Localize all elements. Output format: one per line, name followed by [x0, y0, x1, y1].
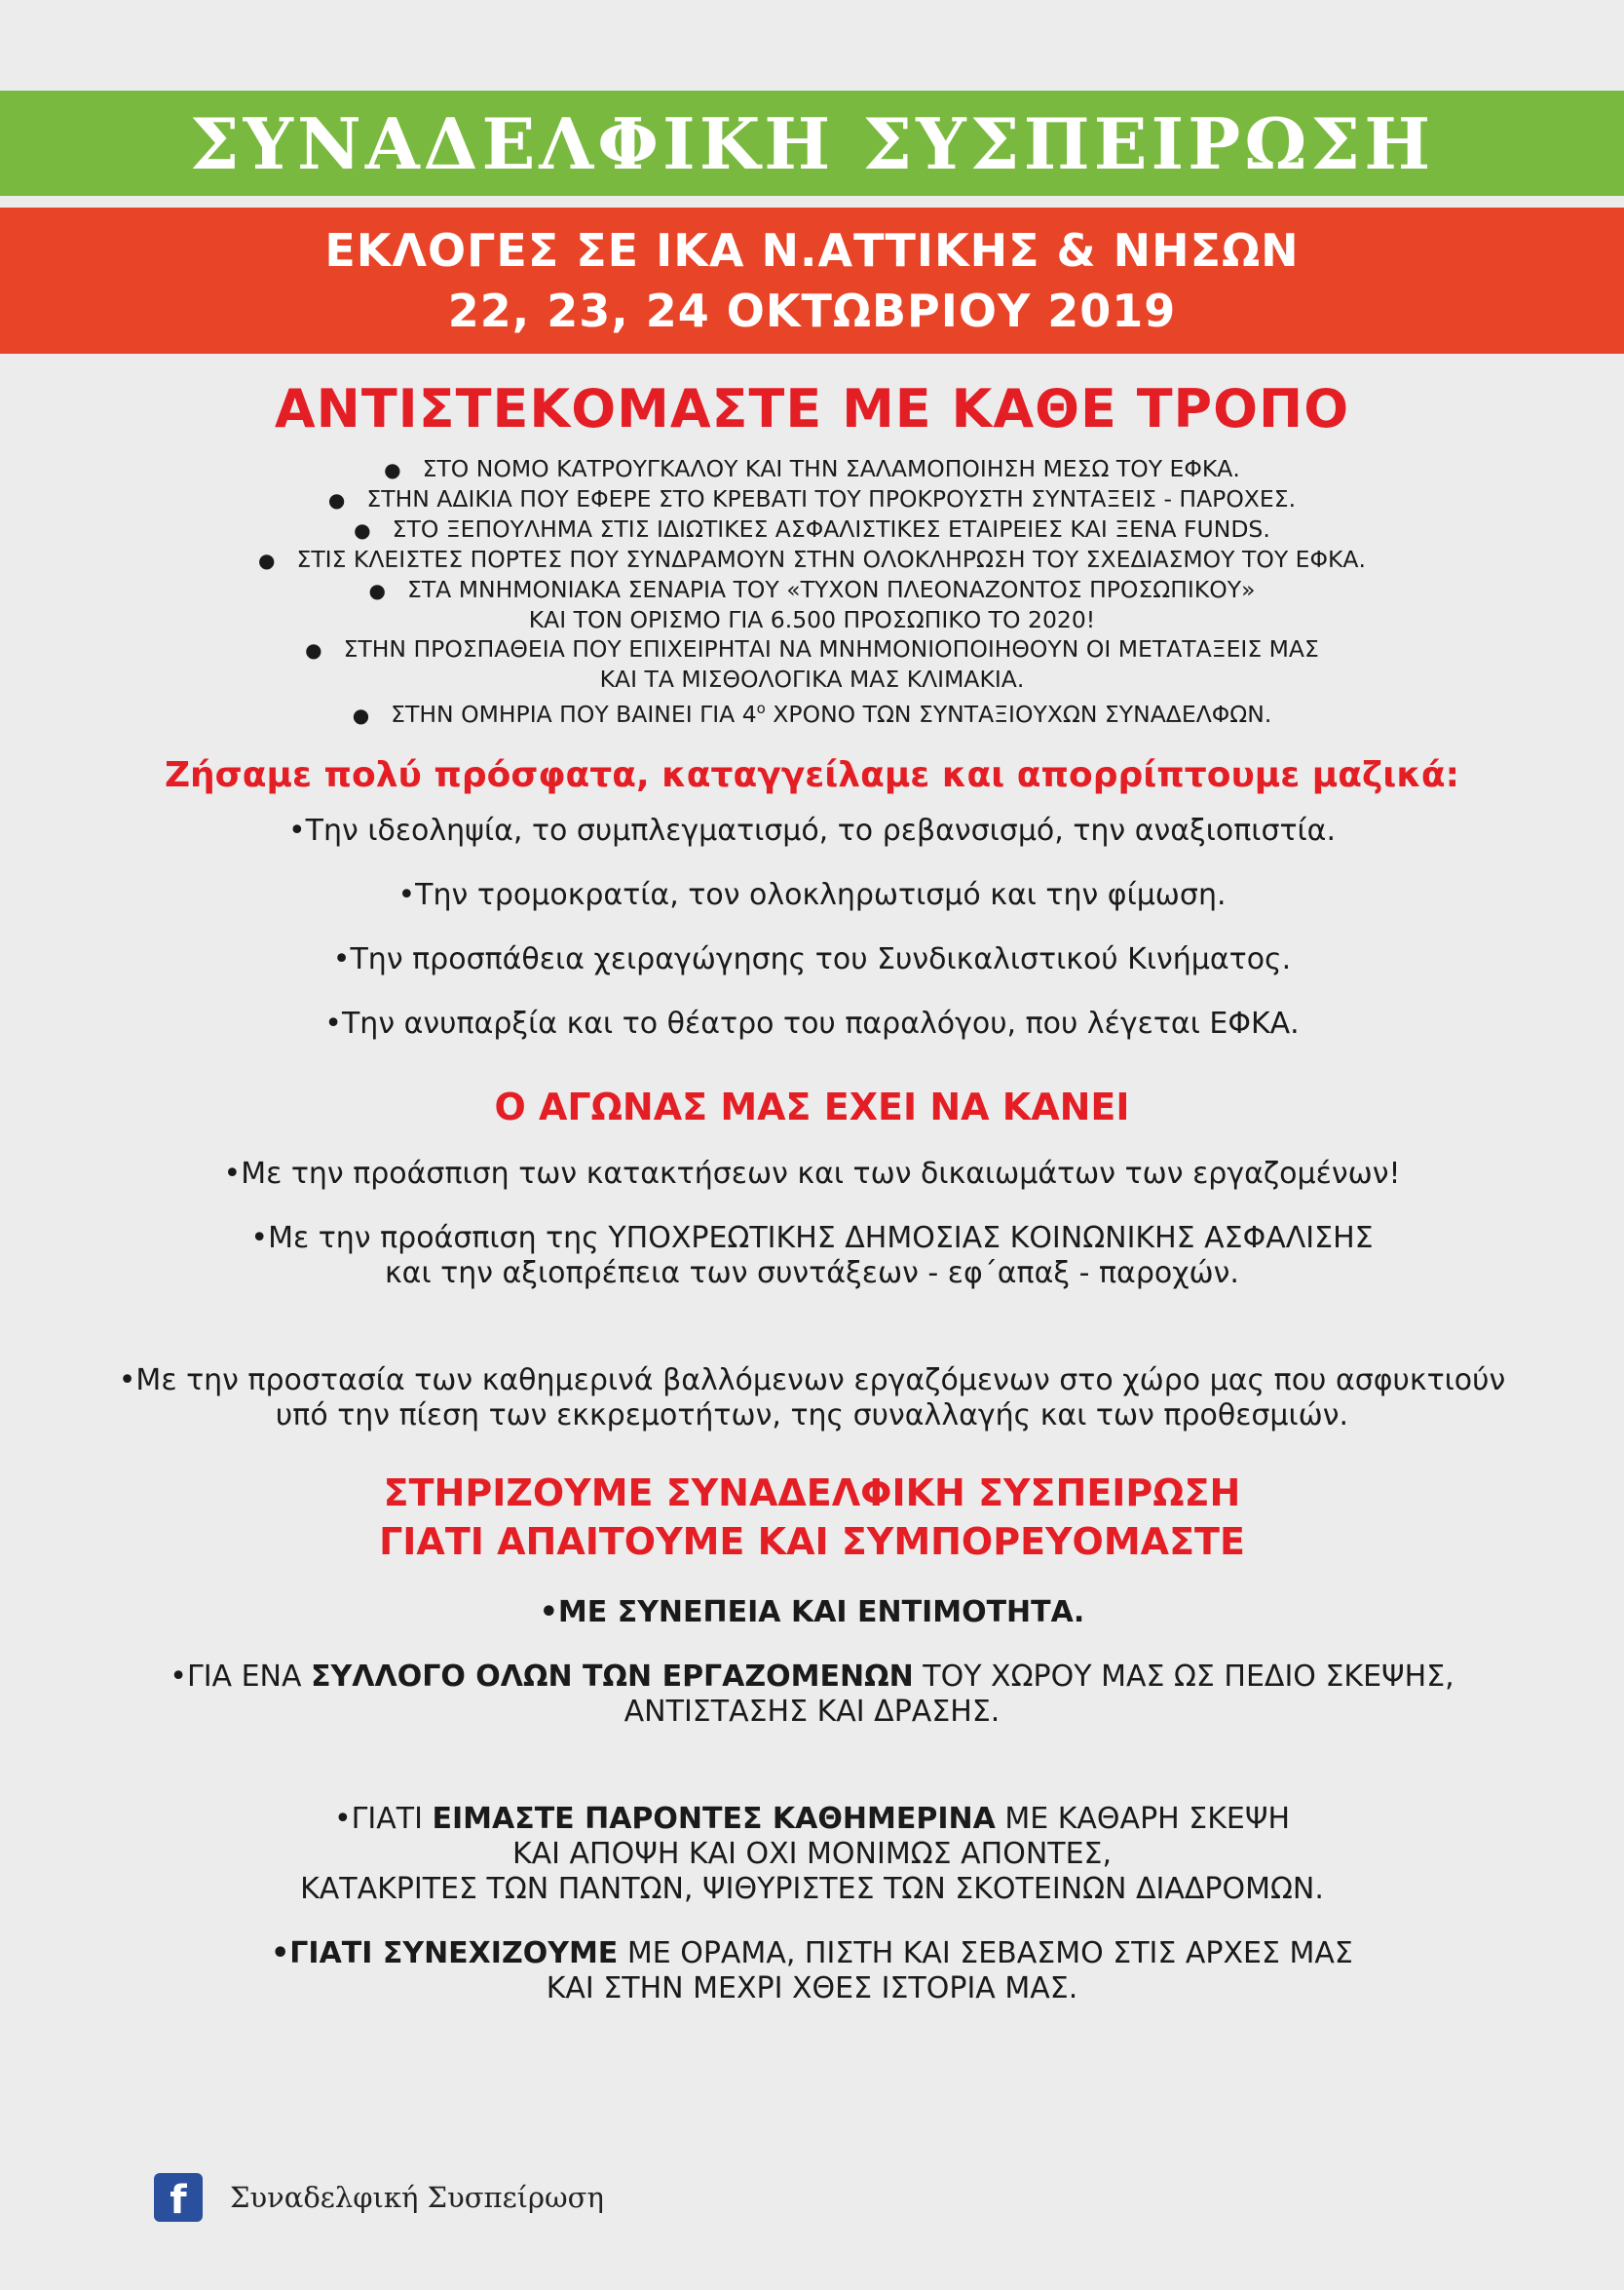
page-title: ΣΥΝΑΔΕΛΦΙΚΗ ΣΥΣΠΕΙΡΩΣΗ — [189, 101, 1435, 185]
list-item: ● ΣΤΟ ΝΟΜΟ ΚΑΤΡΟΥΓΚΑΛΟΥ ΚΑΙ ΤΗΝ ΣΑΛΑΜΟΠΟΙΗΣΗ ΜΕΣΩ ΤΟΥ ΕΦΚΑ. — [384, 455, 1240, 482]
support-item: •ΓΙΑ ΕΝΑ ΣΥΛΛΟΓΟ ΟΛΩΝ ΤΩΝ ΕΡΓΑΖΟΜΕΝΩΝ ΤΟΥ ΧΩΡΟΥ ΜΑΣ ΩΣ ΠΕΔΙΟ ΣΚΕΨΗΣ, ΑΝΤΙΣΤΑΣΗΣ ΚΑΙ ΔΡΑΣΗΣ. — [170, 1659, 1454, 1729]
struggle-item: •Με την προάσπιση της ΥΠΟΧΡΕΩΤΙΚΗΣ ΔΗΜΟΣΙΑΣ ΚΟΙΝΩΝΙΚΗΣ ΑΣΦΑΛΙΣΗΣ και την αξιοπρέπεια των συντάξεων - εφ΄απαξ - παροχών. — [250, 1220, 1374, 1290]
list-item: ● ΣΤΑ ΜΝΗΜΟΝΙΑΚΑ ΣΕΝΑΡΙΑ ΤΟΥ «ΤΥΧΟΝ ΠΛΕΟΝΑΖΟΝΤΟΣ ΠΡΟΣΩΠΙΚΟΥ» — [368, 576, 1256, 603]
support-item: •ΓΙΑΤΙ ΕΙΜΑΣΤΕ ΠΑΡΟΝΤΕΣ ΚΑΘΗΜΕΡΙΝΑ ΜΕ ΚΑΘΑΡΗ ΣΚΕΨΗ ΚΑΙ ΑΠΟΨΗ ΚΑΙ ΟΧΙ ΜΟΝΙΜΩΣ ΑΠΟΝΤΕΣ, ΚΑΤΑΚΡΙΤΕΣ ΤΩΝ ΠΑΝΤΩΝ, ΨΙΘΥΡΙΣΤΕΣ ΤΩΝ ΣΚΟΤΕΙΝΩΝ ΔΙΑΔΡΟΜΩΝ. — [300, 1801, 1324, 1906]
list-item: ● ΣΤΗΝ ΠΡΟΣΠΑΘΕΙΑ ΠΟΥ ΕΠΙΧΕΙΡΗΤΑΙ ΝΑ ΜΝΗΜΟΝΙΟΠΟΙΗΘΟΥΝ ΟΙ ΜΕΤΑΤΑΞΕΙΣ ΜΑΣ — [305, 635, 1319, 663]
support-item: •ΓΙΑΤΙ ΣΥΝΕΧΙΖΟΥΜΕ ΜΕ ΟΡΑΜΑ, ΠΙΣΤΗ ΚΑΙ ΣΕΒΑΣΜΟ ΣΤΙΣ ΑΡΧΕΣ ΜΑΣ ΚΑΙ ΣΤΗΝ ΜΕΧΡΙ ΧΘΕΣ ΙΣΤΟΡΙΑ ΜΑΣ. — [271, 1935, 1353, 2005]
list-item: ● ΣΤΗΝ ΑΔΙΚΙΑ ΠΟΥ ΕΦΕΡΕ ΣΤΟ ΚΡΕΒΑΤΙ ΤΟΥ ΠΡΟΚΡΟΥΣΤΗ ΣΥΝΤΑΞΕΙΣ - ΠΑΡΟΧΕΣ. — [327, 485, 1297, 513]
election-dates: 22, 23, 24 ΟΚΤΩΒΡΙΟΥ 2019 — [447, 285, 1177, 337]
facebook-label[interactable]: Συναδελφική Συσπείρωση — [230, 2181, 604, 2214]
facebook-icon[interactable]: f — [154, 2173, 203, 2222]
resist-list — [0, 454, 1624, 730]
list-item: ● ΣΤΗΝ ΟΜΗΡΙΑ ΠΟΥ ΒΑΙΝΕΙ ΓΙΑ $4^o$ ΧΡΟΝΟ ΤΩΝ ΣΥΝΤΑΞΙΟΥΧΩΝ ΣΥΝΑΔΕΛΦΩΝ. — [352, 700, 1272, 728]
lived-item: •Την τρομοκρατία, τον ολοκληρωτισμό και την φίμωση. — [397, 877, 1227, 912]
main-content — [0, 370, 1624, 2036]
lived-heading: Ζήσαμε πολύ πρόσφατα, καταγγείλαμε και απορρίπτουμε μαζικά: — [164, 754, 1460, 795]
struggle-heading: Ο ΑΓΩΝΑΣ ΜΑΣ ΕΧΕΙ ΝΑ ΚΑΝΕΙ — [494, 1085, 1130, 1128]
list-item-continuation: ΚΑΙ ΤΑ ΜΙΣΘΟΛΟΓΙΚΑ ΜΑΣ ΚΛΙΜΑΚΙΑ. — [599, 666, 1025, 693]
election-title: ΕΚΛΟΓΕΣ ΣΕ ΙΚΑ Ν.ΑΤΤΙΚΗΣ & ΝΗΣΩΝ — [324, 224, 1300, 277]
title-banner — [0, 91, 1624, 196]
list-item-continuation: ΚΑΙ ΤΟΝ ΟΡΙΣΜΟ ΓΙΑ 6.500 ΠΡΟΣΩΠΙΚΟ ΤΟ 2020! — [528, 606, 1096, 633]
support-heading: ΣΤΗΡΙΖΟΥΜΕ ΣΥΝΑΔΕΛΦΙΚΗ ΣΥΣΠΕΙΡΩΣΗ ΓΙΑΤΙ ΑΠΑΙΤΟΥΜΕ ΚΑΙ ΣΥΜΠΟΡΕΥΟΜΑΣΤΕ — [379, 1470, 1245, 1563]
list-item: ● ΣΤΟ ΞΕΠΟΥΛΗΜΑ ΣΤΙΣ ΙΔΙΩΤΙΚΕΣ ΑΣΦΑΛΙΣΤΙΚΕΣ ΕΤΑΙΡΕΙΕΣ ΚΑΙ ΞΕΝΑ FUNDS. — [354, 515, 1270, 543]
struggle-item: •Με την προστασία των καθημερινά βαλλόμενων εργαζόμενων στο χώρο μας που ασφυκτιούν υπό την πίεση των εκκρεμοτήτων, της συναλλαγής και των προθεσμιών. — [118, 1362, 1506, 1432]
election-banner — [0, 208, 1624, 354]
lived-item: •Την ανυπαρξία και το θέατρο του παραλόγου, που λέγεται ΕΦΚΑ. — [324, 1006, 1300, 1041]
resist-heading: ΑΝΤΙΣΤΕΚΟΜΑΣΤΕ ΜΕ ΚΑΘΕ ΤΡΟΠΟ — [274, 378, 1350, 439]
lived-item: •Την προσπάθεια χειραγώγησης του Συνδικαλιστικού Κινήματος. — [332, 941, 1292, 976]
support-item: •ΜΕ ΣΥΝΕΠΕΙΑ ΚΑΙ ΕΝΤΙΜΟΤΗΤΑ. — [539, 1594, 1085, 1629]
facebook-link[interactable] — [154, 2173, 604, 2222]
lived-item: •Την ιδεοληψία, το συμπλεγματισμό, το ρεβανσισμό, την αναξιοπιστία. — [287, 813, 1336, 848]
struggle-item: •Με την προάσπιση των κατακτήσεων και των δικαιωμάτων των εργαζομένων! — [223, 1156, 1401, 1191]
list-item: ● ΣΤΙΣ ΚΛΕΙΣΤΕΣ ΠΟΡΤΕΣ ΠΟΥ ΣΥΝΔΡΑΜΟΥΝ ΣΤΗΝ ΟΛΟΚΛΗΡΩΣΗ ΤΟΥ ΣΧΕΔΙΑΣΜΟΥ ΤΟΥ ΕΦΚΑ. — [258, 546, 1366, 573]
